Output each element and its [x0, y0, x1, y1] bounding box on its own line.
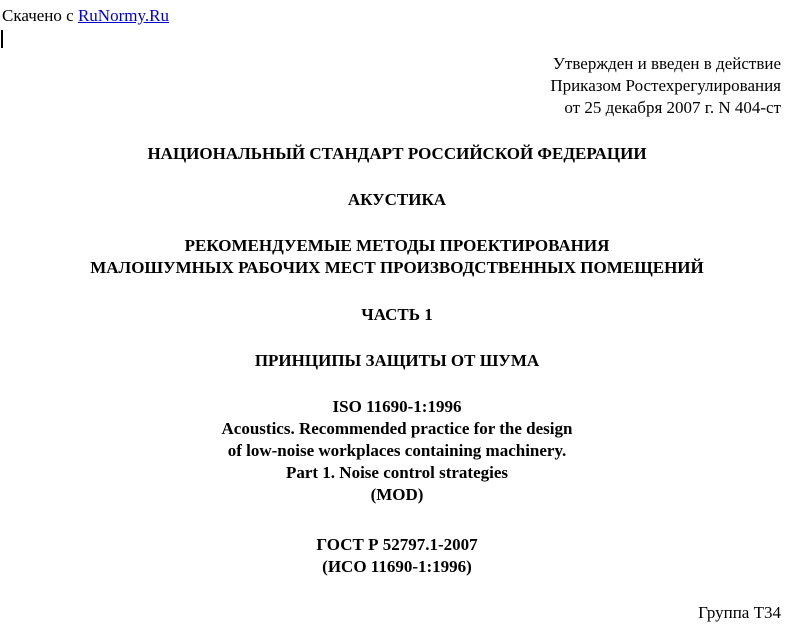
gost-iso-ref: (ИСО 11690-1:1996)	[322, 557, 472, 576]
text-cursor	[1, 30, 3, 48]
subject: АКУСТИКА	[347, 190, 447, 209]
approval-line-3: от 25 декабря 2007 г. N 404-ст	[564, 98, 781, 117]
gost-code: ГОСТ Р 52797.1-2007	[316, 535, 478, 554]
iso-title-line-2: of low-noise workplaces containing machinery.	[227, 441, 567, 460]
source-prefix: Скачено с	[2, 6, 78, 25]
iso-code: ISO 11690-1:1996	[332, 397, 462, 416]
iso-title-line-3: Part 1. Noise control strategies	[285, 463, 509, 482]
part-heading	[0, 304, 794, 326]
gost-block	[0, 534, 794, 578]
subject-heading	[0, 189, 794, 211]
standard-type: НАЦИОНАЛЬНЫЙ СТАНДАРТ РОССИЙСКОЙ ФЕДЕРАЦИИ	[147, 144, 647, 163]
title-line-1: РЕКОМЕНДУЕМЫЕ МЕТОДЫ ПРОЕКТИРОВАНИЯ	[184, 236, 610, 255]
approval-line-2: Приказом Ростехрегулирования	[550, 76, 781, 95]
iso-block	[0, 396, 794, 506]
iso-title-line-1: Acoustics. Recommended practice for the design	[221, 419, 573, 438]
approval-line-1: Утвержден и введен в действие	[552, 54, 781, 73]
part-title-heading	[0, 350, 794, 372]
iso-mod: (MOD)	[370, 485, 424, 504]
standard-type-heading	[0, 143, 794, 165]
runormy-link[interactable]: RuNormy.Ru	[77, 6, 169, 25]
group-code: Группа Т34	[698, 603, 781, 622]
approval-block	[550, 53, 781, 119]
title-line-2: МАЛОШУМНЫХ РАБОЧИХ МЕСТ ПРОИЗВОДСТВЕННЫХ ПОМЕЩЕНИЙ	[90, 258, 704, 277]
part-number: ЧАСТЬ 1	[361, 305, 433, 324]
part-title: ПРИНЦИПЫ ЗАЩИТЫ ОТ ШУМА	[254, 351, 540, 370]
source-line	[2, 6, 169, 26]
document-title	[0, 235, 794, 279]
